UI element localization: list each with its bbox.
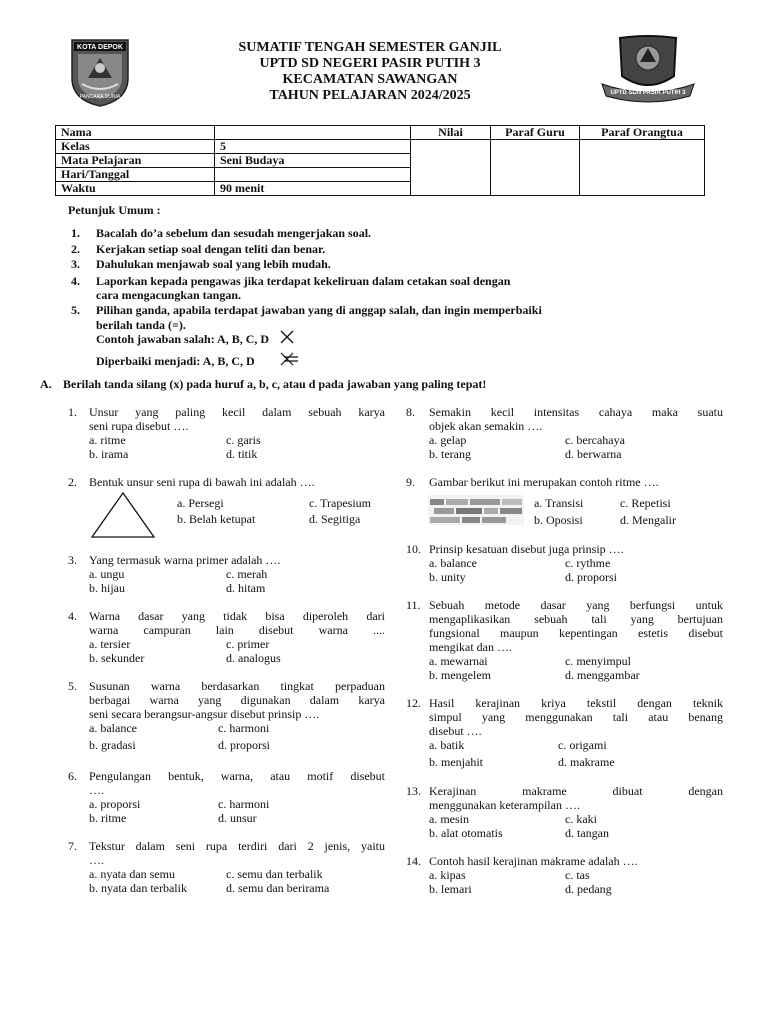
answer-option[interactable]: c. primer — [226, 637, 270, 651]
nilai-box[interactable] — [411, 140, 491, 196]
answer-option[interactable]: b. nyata dan terbalik — [89, 881, 187, 895]
logo-kota-depok — [68, 38, 132, 108]
student-info-table — [55, 125, 705, 196]
answer-option[interactable]: a. tersier — [89, 637, 131, 651]
answer-option[interactable]: b. Belah ketupat — [177, 512, 256, 526]
answer-option[interactable]: b. terang — [429, 447, 471, 461]
answer-option[interactable]: c. harmoni — [218, 797, 270, 811]
answer-option[interactable]: b. unity — [429, 570, 466, 584]
question-1: 1. Unsur yang paling kecil dalam sebuah karya seni rupa disebut …. a. ritme b. irama c. garis d. titik — [68, 405, 385, 461]
petunjuk-item: 1. Bacalah do’a sebelum dan sesudah mengerjakan soal. — [71, 226, 372, 240]
question-10: 10. Prinsip kesatuan disebut juga prinsip …. a. balance b. unity c. rythme d. proporsi — [406, 542, 624, 584]
header-title-3: KECAMATAN SAWANGAN — [282, 72, 458, 87]
header-title-4: TAHUN PELAJARAN 2024/2025 — [269, 88, 471, 103]
answer-option[interactable]: a. proporsi — [89, 797, 141, 811]
answer-option[interactable]: a. ungu — [89, 567, 125, 581]
answer-option[interactable]: b. menjahit — [429, 755, 483, 769]
answer-option[interactable]: c. kaki — [565, 812, 597, 826]
section-a-label: A. — [40, 377, 52, 391]
answer-option[interactable]: c. Trapesium — [309, 496, 372, 510]
mapel-value: Seni Budaya — [215, 154, 411, 168]
svg-text:UPTD SDN PASIR PUTIH 3: UPTD SDN PASIR PUTIH 3 — [610, 90, 686, 96]
svg-text:PANCARA DUNIA: PANCARA DUNIA — [79, 94, 121, 100]
petunjuk-item: 4. Laporkan kepada pengawas jika terdapat kekeliruan dalam cetakan soal dengan cara mengacungkan tangan. — [71, 274, 511, 302]
answer-option[interactable]: d. Mengalir — [620, 513, 676, 527]
corrected-answer-mark-icon — [280, 352, 298, 366]
header-title-2: UPTD SD NEGERI PASIR PUTIH 3 — [259, 56, 481, 71]
paraf-guru-label: Paraf Guru — [491, 126, 580, 140]
answer-option[interactable]: a. balance — [429, 556, 477, 570]
question-4: 4. Warna dasar yang tidak bisa diperoleh dari warna campuran lain disebut warna .... a. tersier b. sekunder c. primer d. analogus — [68, 609, 385, 665]
petunjuk-title: Petunjuk Umum : — [68, 203, 161, 217]
answer-option[interactable]: d. pedang — [565, 882, 612, 896]
nama-field[interactable] — [215, 126, 411, 140]
answer-option[interactable]: b. alat otomatis — [429, 826, 503, 840]
kelas-value: 5 — [215, 140, 411, 154]
answer-option[interactable]: a. Persegi — [177, 496, 224, 510]
answer-option[interactable]: d. makrame — [558, 755, 615, 769]
answer-option[interactable]: a. Transisi — [534, 496, 584, 510]
kelas-label: Kelas — [56, 140, 215, 154]
answer-option[interactable]: a. balance — [89, 721, 137, 735]
answer-option[interactable]: d. unsur — [218, 811, 257, 825]
answer-option[interactable]: b. irama — [89, 447, 129, 461]
answer-option[interactable]: c. tas — [565, 868, 590, 882]
petunjuk-item: 5. Pilihan ganda, apabila terdapat jawaban yang di anggap salah, dan ingin memperbaiki berilah tanda (=). Contoh jawaban salah: A, B, C, D Diperbaiki menjadi: A, B, C, D — [71, 303, 542, 368]
answer-option[interactable]: c. origami — [558, 738, 607, 752]
question-5: 5. Susunan warna berdasarkan tingkat perpaduan berbagai warna yang digunakan dalam karya seni secara berangsur-angsur disebut prinsip …. a. balance b. gradasi c. harmoni d. proporsi — [68, 679, 385, 752]
answer-option[interactable]: b. ritme — [89, 811, 127, 825]
logo-school — [598, 34, 698, 104]
waktu-label: Waktu — [56, 182, 215, 196]
petunjuk-item: 2. Kerjakan setiap soal dengan teliti dan benar. — [71, 242, 326, 256]
answer-option[interactable]: d. semu dan berirama — [226, 881, 330, 895]
question-6: 6. Pengulangan bentuk, warna, atau motif disebut …. a. proporsi b. ritme c. harmoni d. unsur — [68, 769, 385, 825]
svg-text:KOTA DEPOK: KOTA DEPOK — [77, 44, 123, 51]
paraf-guru-box[interactable] — [491, 140, 580, 196]
petunjuk-item: 3. Dahulukan menjawab soal yang lebih mudah. — [71, 257, 331, 271]
answer-option[interactable]: b. lemari — [429, 882, 472, 896]
answer-option[interactable]: a. nyata dan semu — [89, 867, 175, 881]
hari-label: Hari/Tanggal — [56, 168, 215, 182]
answer-option[interactable]: c. harmoni — [218, 721, 270, 735]
answer-option[interactable]: b. mengelem — [429, 668, 491, 682]
answer-option[interactable]: c. bercahaya — [565, 433, 625, 447]
answer-option[interactable]: a. ritme — [89, 433, 126, 447]
rhythm-pattern-image — [428, 493, 524, 527]
question-11: 11. Sebuah metode dasar yang berfungsi untuk mengaplikasikan sebuah tali yang bertujuan fungsional maupun kepentingan estetis disebut mengikat dan …. a. mewarnai b. mengelem c. menyimpul d. menggambar — [406, 598, 723, 682]
answer-option[interactable]: b. gradasi — [89, 738, 136, 752]
answer-option[interactable]: d. berwarna — [565, 447, 622, 461]
hari-field[interactable] — [215, 168, 411, 182]
section-a-instruction: Berilah tanda silang (x) pada huruf a, b, c, atau d pada jawaban yang paling tepat! — [63, 377, 487, 391]
answer-option[interactable]: a. gelap — [429, 433, 467, 447]
answer-option[interactable]: b. hijau — [89, 581, 125, 595]
answer-option[interactable]: d. analogus — [226, 651, 281, 665]
wrong-answer-cross-icon — [280, 330, 294, 344]
answer-option[interactable]: d. menggambar — [565, 668, 640, 682]
nilai-label: Nilai — [411, 126, 491, 140]
nama-label: Nama — [56, 126, 215, 140]
question-8: 8. Semakin kecil intensitas cahaya maka suatu objek akan semakin …. a. gelap b. terang c. bercahaya d. berwarna — [406, 405, 723, 461]
answer-option[interactable]: c. merah — [226, 567, 268, 581]
mapel-label: Mata Pelajaran — [56, 154, 215, 168]
question-9: 9. Gambar berikut ini merupakan contoh ritme …. a. Transisi b. Oposisi c. Repetisi d. Mengalir — [406, 475, 676, 527]
answer-option[interactable]: b. Oposisi — [534, 513, 583, 527]
answer-option[interactable]: a. kipas — [429, 868, 466, 882]
question-3: 3. Yang termasuk warna primer adalah …. a. ungu b. hijau c. merah d. hitam — [68, 553, 281, 595]
triangle-image — [90, 491, 156, 539]
question-13: 13. Kerajinan makrame dibuat dengan menggunakan keterampilan …. a. mesin b. alat otomatis c. kaki d. tangan — [406, 784, 723, 840]
answer-option[interactable]: d. Segitiga — [309, 512, 361, 526]
question-14: 14. Contoh hasil kerajinan makrame adalah …. a. kipas b. lemari c. tas d. pedang — [406, 854, 638, 896]
answer-option[interactable]: c. menyimpul — [565, 654, 631, 668]
paraf-ortu-box[interactable] — [580, 140, 705, 196]
answer-option[interactable]: d. proporsi — [565, 570, 617, 584]
answer-option[interactable]: a. mewarnai — [429, 654, 488, 668]
answer-option[interactable]: c. garis — [226, 433, 261, 447]
answer-option[interactable]: d. proporsi — [218, 738, 270, 752]
question-12: 12. Hasil kerajinan kriya tekstil dengan teknik simpul yang menggunakan tali atau benang disebut …. a. batik b. menjahit c. origami d. makrame — [406, 696, 723, 769]
waktu-value: 90 menit — [215, 182, 411, 196]
answer-option[interactable]: c. Repetisi — [620, 496, 671, 510]
answer-option[interactable]: b. sekunder — [89, 651, 145, 665]
header-title-1: SUMATIF TENGAH SEMESTER GANJIL — [238, 40, 502, 55]
answer-option[interactable]: a. batik — [429, 738, 465, 752]
answer-option[interactable]: c. semu dan terbalik — [226, 867, 323, 881]
answer-option[interactable]: d. hitam — [226, 581, 266, 595]
answer-option[interactable]: c. rythme — [565, 556, 611, 570]
question-2: 2. Bentuk unsur seni rupa di bawah ini adalah …. a. Persegi b. Belah ketupat c. Trapesium d. Segitiga — [68, 475, 372, 526]
answer-option[interactable]: d. tangan — [565, 826, 609, 840]
question-7: 7. Tekstur dalam seni rupa terdiri dari 2 jenis, yaitu …. a. nyata dan semu b. nyata dan terbalik c. semu dan terbalik d. semu dan berirama — [68, 839, 385, 895]
answer-option[interactable]: d. titik — [226, 447, 258, 461]
paraf-ortu-label: Paraf Orangtua — [580, 126, 705, 140]
answer-option[interactable]: a. mesin — [429, 812, 469, 826]
